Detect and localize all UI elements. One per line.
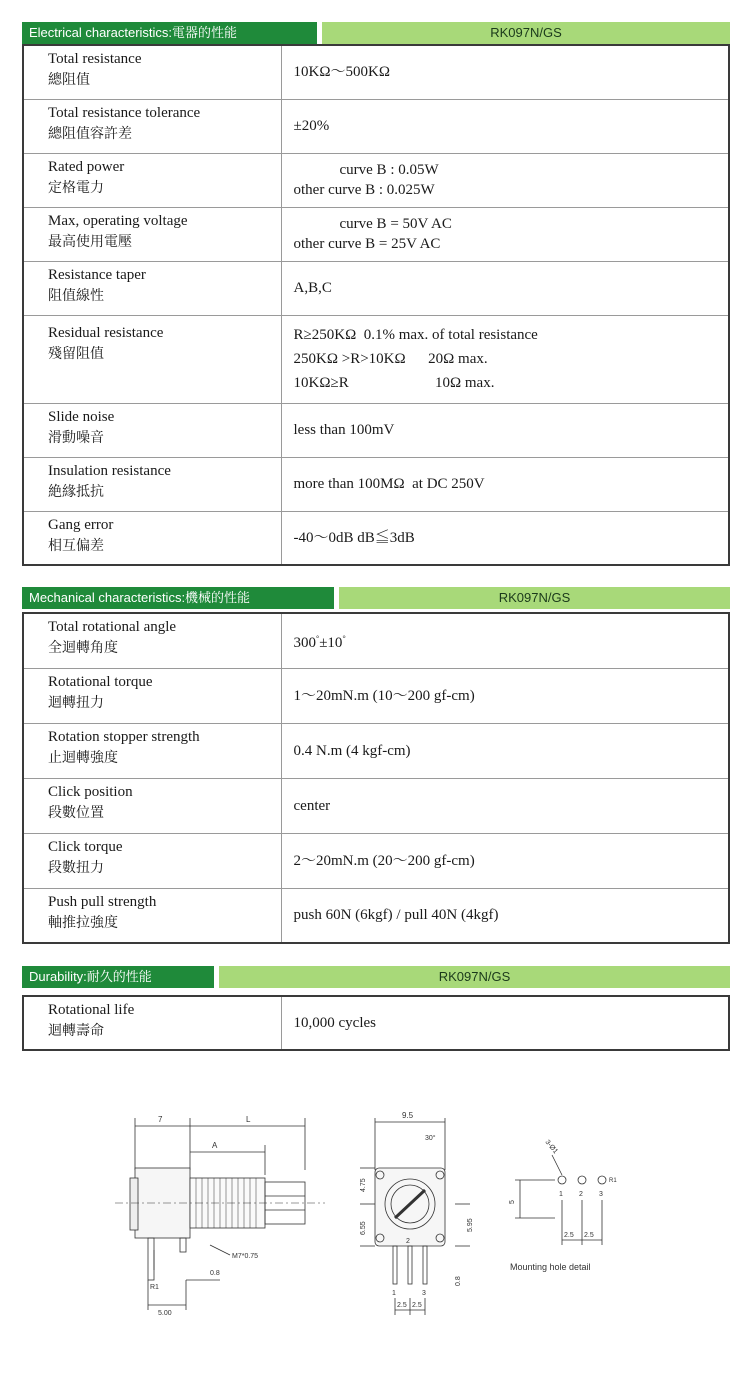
table-row: [23, 888, 729, 943]
hole-pin-3: 3: [599, 1191, 603, 1198]
mechanical-table: [22, 612, 730, 944]
dim-7: 7: [158, 1115, 163, 1124]
spec-value: center: [293, 797, 331, 814]
spec-value: 250KΩ >R>10KΩ 20Ω max.: [293, 351, 488, 367]
hole-pin-1: 1: [559, 1191, 563, 1198]
spec-label-en: Total rotational angle: [48, 619, 177, 635]
spec-value: 2～20mN.m (20～200 gf-cm): [293, 852, 475, 869]
spec-value: -40～0dB dB≦3dB: [293, 529, 415, 546]
spec-label-zh: 阻值線性: [48, 287, 104, 304]
mechanical-title: Mechanical characteristics:機械的性能: [22, 587, 334, 609]
durability-table: [22, 995, 730, 1051]
spec-label-en: Residual resistance: [48, 324, 164, 341]
table-row: [23, 778, 729, 833]
durability-title: Durability:耐久的性能: [22, 966, 214, 988]
spec-value: R≥250KΩ 0.1% max. of total resistance: [293, 327, 538, 343]
table-row: [23, 833, 729, 888]
table-row: [23, 511, 729, 565]
spec-value: 1～20mN.m (10～200 gf-cm): [293, 687, 475, 704]
durability-model: RK097N/GS: [219, 966, 730, 988]
spec-label-en: Rated power: [48, 158, 125, 175]
spec-label-zh: 最高使用電壓: [48, 233, 132, 250]
spec-label-en: Total resistance: [48, 51, 142, 67]
dim-6.55: 6.55: [360, 1221, 367, 1235]
spec-label-zh: 全迴轉角度: [48, 640, 118, 656]
spec-label-zh: 絶緣抵抗: [48, 483, 104, 500]
hole-pin-2: 2: [579, 1191, 583, 1198]
spec-value: 10KΩ≥R 10Ω max.: [293, 375, 495, 391]
table-row: [23, 99, 729, 153]
mechanical-model: RK097N/GS: [339, 587, 730, 609]
spec-label-zh: 迴轉壽命: [48, 1023, 104, 1039]
dim-5.95: 5.95: [467, 1218, 474, 1232]
spec-label-zh: 軸推拉強度: [48, 914, 118, 931]
spec-value: curve B : 0.05W: [339, 162, 439, 178]
spec-label-zh: 段數扭力: [48, 859, 104, 876]
spec-label-en: Push pull strength: [48, 893, 157, 910]
pin-label-2: 2: [406, 1238, 410, 1245]
spec-label-en: Gang error: [48, 516, 114, 533]
spec-label-en: Resistance taper: [48, 266, 146, 283]
table-row: [23, 261, 729, 315]
spec-label-zh: 總阻值容許差: [48, 125, 132, 142]
pin-label-3: 3: [422, 1290, 426, 1297]
dim-L: L: [246, 1115, 251, 1124]
spec-value: A,B,C: [293, 280, 332, 296]
dim-A: A: [212, 1141, 218, 1150]
hole-label-R1: R1: [609, 1178, 617, 1184]
table-row: [23, 996, 729, 1050]
spec-label-en: Total resistance tolerance: [48, 104, 201, 121]
table-row: [23, 613, 729, 668]
spec-value: ±20%: [293, 118, 330, 134]
spec-label-zh: 止迴轉強度: [48, 749, 118, 766]
electrical-table: [22, 44, 730, 566]
dim-2.5-front-a: 2.5: [397, 1302, 407, 1309]
dim-0.8-front: 0.8: [455, 1276, 462, 1286]
dim-9.5: 9.5: [402, 1111, 414, 1120]
table-row: [23, 723, 729, 778]
spec-value: 10,000 cycles: [293, 1015, 376, 1031]
spec-value: less than 100mV: [293, 422, 395, 438]
spec-label-zh: 定格電力: [48, 179, 104, 196]
spec-label-en: Click position: [48, 783, 133, 800]
front-view: [360, 1111, 474, 1315]
spec-label-zh: 殘留阻值: [48, 345, 104, 362]
dim-5.00: 5.00: [158, 1310, 172, 1317]
table-row: [23, 153, 729, 207]
dim-0.8-side: 0.8: [210, 1270, 220, 1277]
spec-label-en: Insulation resistance: [48, 462, 171, 479]
spec-value: other curve B = 25V AC: [293, 236, 441, 252]
table-row: [23, 457, 729, 511]
degree-mark: °: [316, 633, 320, 643]
electrical-section-header: [22, 22, 730, 44]
spec-label-en: Slide noise: [48, 408, 115, 425]
hole-dim-2.5-b: 2.5: [584, 1232, 594, 1239]
spec-label-zh: 段數位置: [48, 804, 104, 821]
spec-label-en: Rotational torque: [48, 673, 153, 690]
degree-mark: °: [342, 633, 346, 643]
hole-dim-2.5-a: 2.5: [564, 1232, 574, 1239]
spec-label-en: Click torque: [48, 838, 123, 855]
electrical-model: RK097N/GS: [322, 22, 730, 44]
spec-label-zh: 迴轉扭力: [48, 694, 104, 711]
hole-dim-5: 5: [509, 1200, 516, 1204]
spec-label-zh: 相互偏差: [48, 537, 104, 554]
table-row: [23, 315, 729, 403]
table-row: [23, 207, 729, 261]
spec-label-zh: 滑動噪音: [48, 429, 104, 446]
spec-value: 10KΩ～500KΩ: [293, 64, 390, 81]
spec-label-en: Max, operating voltage: [48, 212, 188, 229]
spec-value: more than 100MΩ at DC 250V: [293, 476, 485, 492]
spec-value: push 60N (6kgf) / pull 40N (4kgf): [293, 907, 499, 924]
table-row: [23, 668, 729, 723]
dim-2.5-front-b: 2.5: [412, 1302, 422, 1309]
spec-value-tolerance: ±10: [319, 634, 343, 651]
spec-value: other curve B : 0.025W: [293, 182, 435, 198]
side-view: [115, 1115, 325, 1317]
spec-label-en: Rotation stopper strength: [48, 728, 200, 745]
dim-R1: R1: [150, 1284, 159, 1291]
spec-value: curve B = 50V AC: [339, 216, 452, 232]
pin-label-1: 1: [392, 1290, 396, 1297]
mounting-hole-detail: [509, 1139, 617, 1272]
spec-value: 0.4 N.m (4 kgf-cm): [293, 742, 411, 759]
spec-label-en: Rotational life: [48, 1002, 135, 1018]
table-row: [23, 403, 729, 457]
spec-value: 300: [293, 634, 316, 651]
dim-30deg: 30°: [425, 1135, 436, 1142]
table-row: [23, 45, 729, 99]
hole-diameter: 3-Ø1: [543, 1138, 559, 1156]
thread-spec: M7*0.75: [232, 1253, 259, 1260]
mounting-caption: Mounting hole detail: [510, 1262, 591, 1272]
electrical-title: Electrical characteristics:電器的性能: [22, 22, 317, 44]
mechanical-section-header: [22, 587, 730, 609]
dim-4.75: 4.75: [360, 1178, 367, 1192]
dimension-drawing: [100, 1100, 640, 1340]
spec-label-zh: 總阻值: [48, 72, 90, 88]
durability-section-header: [22, 966, 730, 988]
